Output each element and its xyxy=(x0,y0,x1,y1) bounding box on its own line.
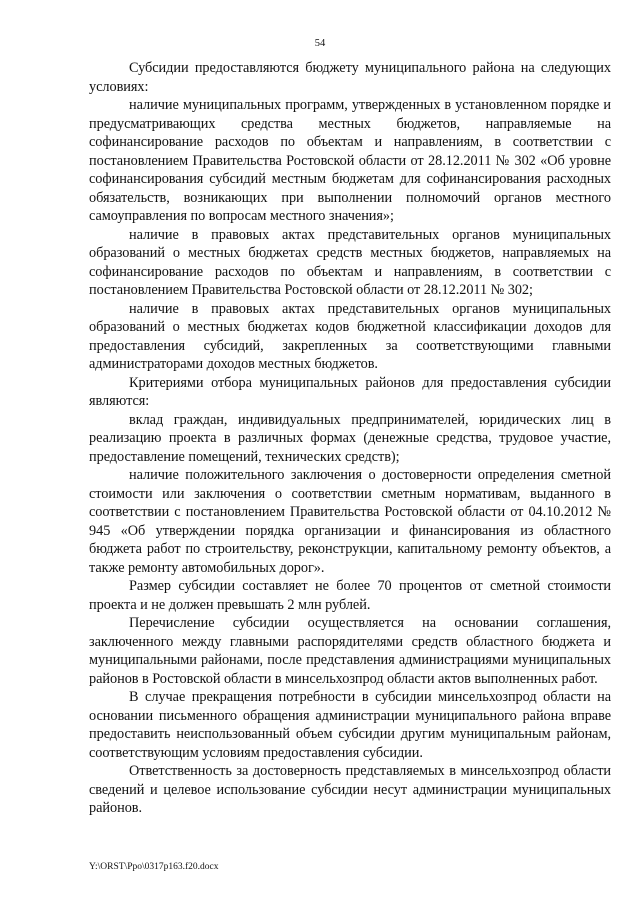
paragraph-condition-budget-funds: наличие в правовых актах представительных органов муниципальных образований о местных бюджетах средств местных бюджетов, направляемых на софинансирование расходов по объектам и направлениям, в соответствии с постановлением Правительства Ростовской области от 28.12.2011 № 302; xyxy=(89,226,611,298)
paragraph-transfer: Перечисление субсидии осуществляется на основании соглашения, заключенного между главными распорядителями средств областного бюджета и муниципальными районами, после представления администрациями муниципальных районов в Ростовской области в минсельхозпрод области актов выполненных работ. xyxy=(89,615,611,687)
footer-file-path: Y:\ORST\Ppo\0317p163.f20.docx xyxy=(89,862,219,872)
page-number: 54 xyxy=(314,38,326,49)
paragraph-condition-programs: наличие муниципальных программ, утвержденных в установленном порядке и предусматривающих средства местных бюджетов, направляемые на софинансирование расходов по объектам и направлениям, в соответствии с постановлением Правительства Ростовской области от 28.12.2011 № 302 «Об уровне софинансирования субсидий местным бюджетам для софинансирования расходных обязательств, возникающих при выполнении полномочий органов местного самоуправления по вопросам местного значения»; xyxy=(89,97,611,224)
paragraph-condition-budget-codes: наличие в правовых актах представительных органов муниципальных образований о местных бюджетах кодов бюджетной классификации доходов для предоставления субсидий, закрепленных за соответствующими главными администраторами доходов местных бюджетов. xyxy=(89,300,611,372)
paragraph-redistribution: В случае прекращения потребности в субсидии минсельхозпрод области на основании письменного обращения администрации муниципального района вправе предоставить неиспользованный объем субсидии другим муниципальным районам, соответствующим условиям предоставления субсидии. xyxy=(89,689,611,761)
paragraph-conditions-intro: Субсидии предоставляются бюджету муниципального района на следующих условиях: xyxy=(89,60,611,95)
paragraph-criteria-estimate: наличие положительного заключения о достоверности определения сметной стоимости или заключения о соответствии сметным нормативам, выданного в соответствии с постановлением Правительства Ростовской области от 04.10.2012 № 945 «Об утверждении порядка организации и финансирования из областного бюджета работ по строительству, реконструкции, капитальному ремонту объектов, а также ремонту автомобильных дорог». xyxy=(89,467,611,576)
paragraph-subsidy-amount: Размер субсидии составляет не более 70 процентов от сметной стоимости проекта и не должен превышать 2 млн рублей. xyxy=(89,578,611,613)
paragraph-responsibility: Ответственность за достоверность представляемых в минсельхозпрод области сведений и целевое использование субсидии несут администрации муниципальных районов. xyxy=(89,763,611,816)
document-body xyxy=(89,59,611,818)
paragraph-criteria-contribution: вклад граждан, индивидуальных предпринимателей, юридических лиц в реализацию проекта в различных формах (денежные средства, трудовое участие, предоставление помещений, технических средств); xyxy=(89,411,611,465)
paragraph-criteria-intro: Критериями отбора муниципальных районов для предоставления субсидии являются: xyxy=(89,374,611,409)
